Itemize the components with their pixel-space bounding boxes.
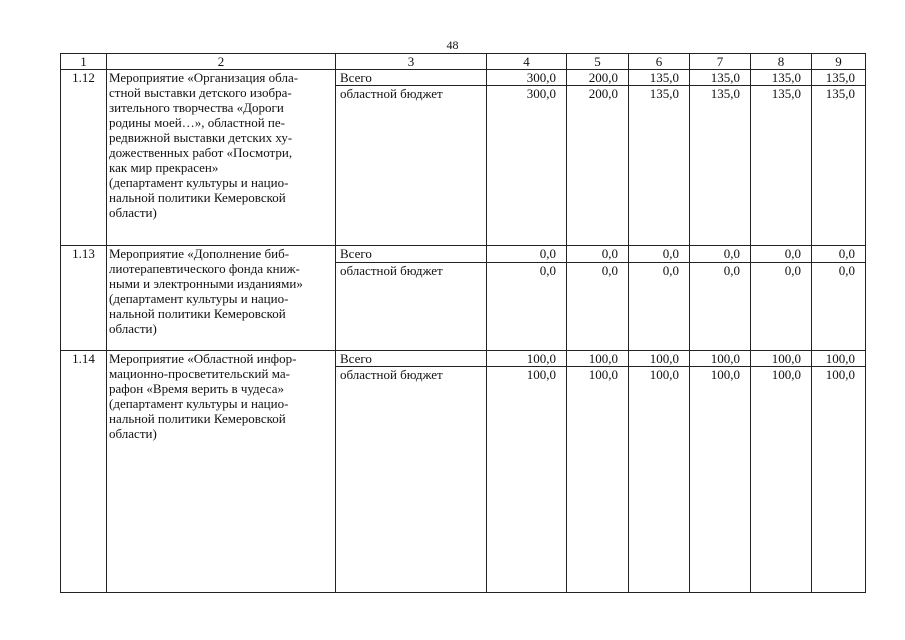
value-cell: 200,0 bbox=[567, 86, 629, 246]
description-line: области) bbox=[109, 425, 157, 441]
value-cell: 0,0 bbox=[812, 262, 866, 350]
activity-description bbox=[107, 70, 336, 246]
value-cell: 0,0 bbox=[690, 246, 751, 262]
activity-description bbox=[107, 350, 336, 592]
column-header: 4 bbox=[487, 54, 567, 70]
description-line: (департамент культуры и нацио- bbox=[109, 175, 289, 191]
value-cell: 135,0 bbox=[629, 86, 690, 246]
value-cell: 0,0 bbox=[812, 246, 866, 262]
description-line: родины моей…», областной пе- bbox=[109, 115, 285, 131]
value-cell: 100,0 bbox=[629, 367, 690, 593]
description-line: рафон «Время верить в чудеса» bbox=[109, 380, 284, 396]
column-header: 2 bbox=[107, 54, 336, 70]
column-header: 8 bbox=[751, 54, 812, 70]
funding-source: Всего bbox=[336, 246, 487, 262]
value-cell: 135,0 bbox=[812, 70, 866, 86]
value-cell: 135,0 bbox=[629, 70, 690, 86]
description-line: Мероприятие «Дополнение биб- bbox=[109, 246, 290, 262]
column-header: 5 bbox=[567, 54, 629, 70]
description-line: Мероприятие «Организация обла- bbox=[109, 70, 299, 86]
description-line: нальной политики Кемеровской bbox=[109, 410, 286, 426]
value-cell: 100,0 bbox=[690, 367, 751, 593]
funding-source: областной бюджет bbox=[336, 367, 487, 593]
description-line: Мероприятие «Областной инфор- bbox=[109, 350, 297, 366]
value-cell: 0,0 bbox=[487, 246, 567, 262]
description-line: дожественных работ «Посмотри, bbox=[109, 145, 293, 161]
value-cell: 100,0 bbox=[567, 350, 629, 366]
value-cell: 100,0 bbox=[567, 367, 629, 593]
description-line: стной выставки детского изобра- bbox=[109, 85, 292, 101]
column-header: 6 bbox=[629, 54, 690, 70]
value-cell: 100,0 bbox=[487, 367, 567, 593]
row-index: 1.13 bbox=[61, 246, 107, 350]
column-header: 1 bbox=[61, 54, 107, 70]
column-header: 9 bbox=[812, 54, 866, 70]
funding-source: Всего bbox=[336, 350, 487, 366]
description-line: зительного творчества «Дороги bbox=[109, 100, 284, 116]
value-cell: 0,0 bbox=[567, 262, 629, 350]
value-cell: 0,0 bbox=[629, 262, 690, 350]
description-line: лиотерапевтического фонда книж- bbox=[109, 261, 300, 277]
value-cell: 300,0 bbox=[487, 70, 567, 86]
value-cell: 135,0 bbox=[690, 70, 751, 86]
funding-source: Всего bbox=[336, 70, 487, 86]
value-cell: 300,0 bbox=[487, 86, 567, 246]
value-cell: 100,0 bbox=[690, 350, 751, 366]
activity-description bbox=[107, 246, 336, 350]
description-line: (департамент культуры и нацио- bbox=[109, 395, 289, 411]
value-cell: 135,0 bbox=[812, 86, 866, 246]
column-header: 7 bbox=[690, 54, 751, 70]
budget-table bbox=[60, 53, 865, 593]
row-index: 1.14 bbox=[61, 350, 107, 592]
page-number: 48 bbox=[446, 38, 459, 52]
value-cell: 135,0 bbox=[751, 86, 812, 246]
description-line: области) bbox=[109, 205, 157, 221]
column-header: 3 bbox=[336, 54, 487, 70]
description-line: редвижной выставки детских ху- bbox=[109, 130, 293, 146]
description-line: (департамент культуры и нацио- bbox=[109, 291, 289, 307]
description-line: как мир прекрасен» bbox=[109, 160, 219, 176]
table-row bbox=[61, 350, 866, 366]
funding-source: областной бюджет bbox=[336, 262, 487, 350]
table-row bbox=[61, 70, 866, 86]
value-cell: 100,0 bbox=[629, 350, 690, 366]
value-cell: 100,0 bbox=[812, 367, 866, 593]
value-cell: 100,0 bbox=[812, 350, 866, 366]
description-line: области) bbox=[109, 321, 157, 337]
value-cell: 200,0 bbox=[567, 70, 629, 86]
value-cell: 135,0 bbox=[690, 86, 751, 246]
description-line: нальной политики Кемеровской bbox=[109, 306, 286, 322]
value-cell: 0,0 bbox=[567, 246, 629, 262]
budget-table-grid bbox=[60, 53, 866, 593]
value-cell: 0,0 bbox=[629, 246, 690, 262]
value-cell: 0,0 bbox=[751, 262, 812, 350]
table-row bbox=[61, 246, 866, 262]
header-row bbox=[61, 54, 866, 70]
value-cell: 0,0 bbox=[487, 262, 567, 350]
value-cell: 100,0 bbox=[751, 350, 812, 366]
description-line: мационно-просветительский ма- bbox=[109, 365, 290, 381]
row-index: 1.12 bbox=[61, 70, 107, 246]
value-cell: 100,0 bbox=[487, 350, 567, 366]
value-cell: 135,0 bbox=[751, 70, 812, 86]
value-cell: 100,0 bbox=[751, 367, 812, 593]
description-line: нальной политики Кемеровской bbox=[109, 190, 286, 206]
value-cell: 0,0 bbox=[690, 262, 751, 350]
value-cell: 0,0 bbox=[751, 246, 812, 262]
funding-source: областной бюджет bbox=[336, 86, 487, 246]
description-line: ными и электронными изданиями» bbox=[109, 276, 303, 292]
